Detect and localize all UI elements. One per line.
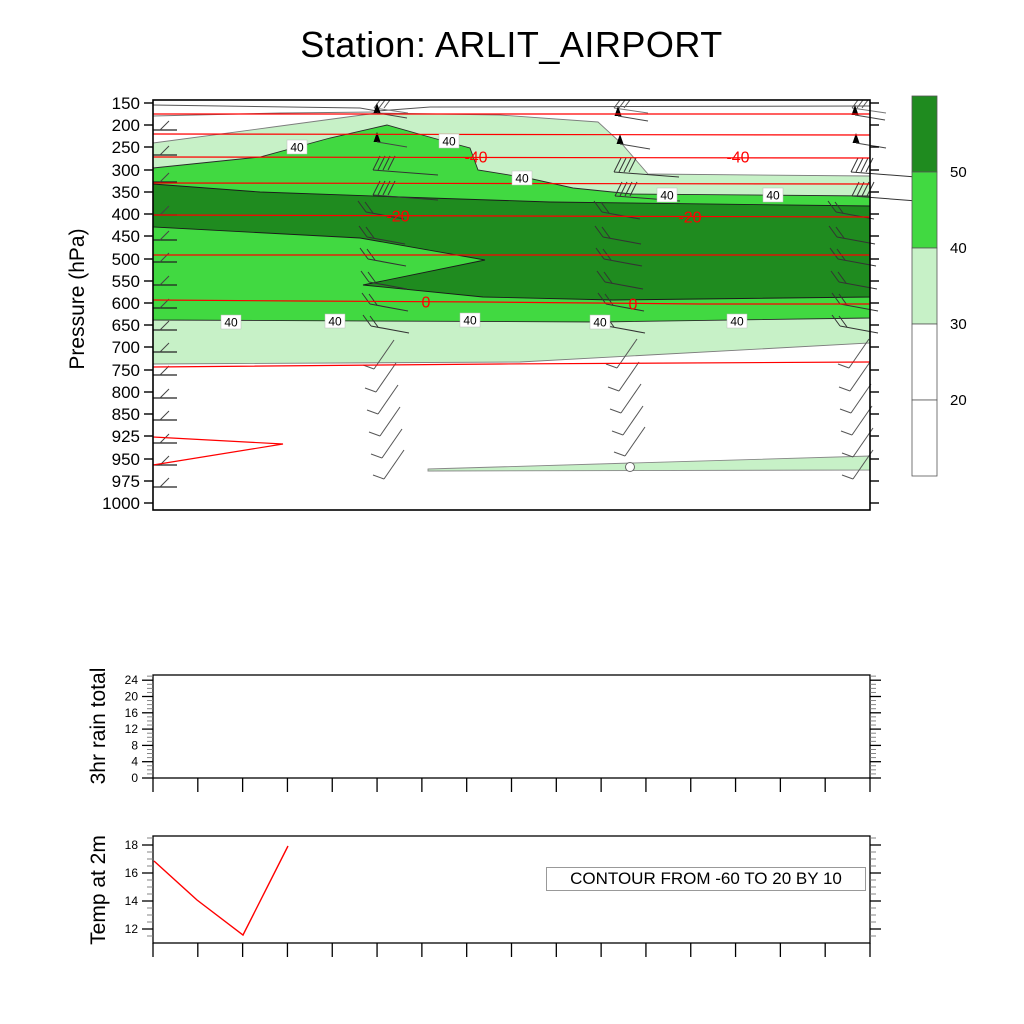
pressure-tick-label: 600 [111, 294, 140, 313]
rh-contour-label: 40 [593, 315, 607, 330]
pressure-tick-label: 750 [111, 361, 140, 380]
colorbar-label: 50 [950, 164, 967, 181]
wind-barb-edge [153, 389, 177, 398]
y-tick-label: 0 [131, 771, 138, 785]
wind-barb-low [369, 407, 400, 436]
rh-contour-fills [153, 113, 870, 471]
colorbar-label: 30 [950, 316, 967, 333]
tick [379, 100, 385, 108]
tick [378, 385, 398, 414]
tick [606, 364, 617, 368]
tick [623, 406, 643, 435]
y-tick-label: 16 [124, 705, 138, 720]
tick [371, 454, 382, 458]
contour-note: CONTOUR FROM -60 TO 20 BY 10 [546, 867, 866, 891]
wind-barb-low [610, 384, 641, 413]
wind-barb-low [841, 406, 872, 435]
rh-contour-label: 40 [442, 134, 456, 149]
pressure-tick-label: 450 [111, 227, 140, 246]
tick [160, 411, 169, 420]
y-tick-label: 20 [124, 689, 138, 704]
wind-barb-low [612, 406, 643, 435]
y-tick-label: 8 [131, 738, 138, 753]
tick [850, 362, 870, 391]
temp-panel [125, 836, 881, 957]
tick [610, 409, 621, 413]
tick [160, 121, 169, 130]
y-tick-label: 4 [131, 754, 138, 769]
pressure-tick-label: 250 [111, 138, 140, 157]
y-tick-label: 16 [124, 866, 138, 880]
colorbar-segment [912, 96, 937, 172]
pressure-tick-label: 1000 [102, 494, 140, 513]
colorbar-segment [912, 324, 937, 400]
temp-contour-label: -40 [464, 149, 488, 167]
tick [851, 384, 871, 413]
y-tick-label: 18 [124, 838, 138, 852]
colorbar-segment [912, 248, 937, 324]
temp-contour-label: -20 [386, 208, 410, 226]
tick [160, 389, 169, 398]
y-tick-label: 12 [124, 922, 138, 936]
tick [608, 387, 619, 391]
colorbar-segment [912, 400, 937, 476]
y-tick-label: 12 [124, 722, 138, 737]
tick [625, 427, 645, 456]
tick [852, 406, 872, 435]
tick [382, 429, 402, 458]
tick [612, 431, 623, 435]
tick [841, 431, 852, 435]
temp-contour-label: 0 [421, 294, 431, 312]
wind-barb-low [367, 385, 398, 414]
tick [619, 362, 639, 391]
tick [373, 475, 384, 479]
rain-axis-title: 3hr rain total [87, 667, 110, 785]
wind-barb-low [373, 450, 404, 479]
wind-barb-edge [153, 478, 177, 487]
pressure-tick-label: 300 [111, 161, 140, 180]
tick [618, 116, 648, 121]
colorbar-segment [912, 172, 937, 248]
temp-contour-label: 0 [628, 296, 638, 314]
wind-barb-edge [153, 121, 177, 130]
plot-border [153, 675, 870, 778]
tick [384, 100, 390, 108]
tick [380, 407, 400, 436]
tick [376, 363, 396, 392]
temp-axis-title: Temp at 2m [87, 835, 110, 945]
pressure-tick-label: 550 [111, 272, 140, 291]
rh-contour-label: 40 [515, 171, 529, 186]
pressure-tick-label: 400 [111, 205, 140, 224]
wind-barb-edge [153, 411, 177, 420]
y-tick-label: 24 [124, 673, 138, 688]
pressure-tick-label: 700 [111, 338, 140, 357]
tick [160, 434, 169, 443]
rain-panel [125, 673, 881, 792]
page-title: Station: ARLIT_AIRPORT [300, 24, 723, 65]
wind-barb-low [614, 427, 645, 456]
tick [839, 387, 850, 391]
pressure-tick-label: 850 [111, 405, 140, 424]
rh-fill-30-low [428, 456, 870, 471]
rh-contour-label: 40 [660, 188, 674, 203]
rh-contour-label: 40 [730, 314, 744, 329]
y-tick-label: 14 [124, 894, 138, 908]
pressure-axis-title: Pressure (hPa) [66, 228, 89, 370]
pressure-tick-label: 350 [111, 183, 140, 202]
tick [862, 100, 868, 108]
tick [840, 409, 851, 413]
wind-barb-low [371, 429, 402, 458]
pressure-tick-label: 150 [111, 94, 140, 113]
tick [369, 432, 380, 436]
colorbar [912, 96, 967, 476]
tick [365, 388, 376, 392]
tick [621, 384, 641, 413]
temp-contour-line [153, 437, 283, 465]
tick [842, 475, 853, 479]
wind-barb-low [840, 384, 871, 413]
tick [160, 478, 169, 487]
pressure-tick-label: 200 [111, 116, 140, 135]
rh-contour-label: 40 [224, 315, 238, 330]
pressure-tick-label: 650 [111, 316, 140, 335]
tick [838, 364, 849, 368]
rh-contour-label: 40 [328, 314, 342, 329]
humidity-contour-line [153, 105, 870, 111]
temp-contour-label: -20 [678, 209, 702, 227]
pressure-tick-label: 925 [111, 427, 140, 446]
tick [857, 100, 863, 108]
pressure-tick-label: 800 [111, 383, 140, 402]
wind-barb-low [842, 428, 873, 457]
temp-contour-label: -40 [726, 149, 750, 167]
tick [614, 452, 625, 456]
colorbar-label: 20 [950, 392, 967, 409]
pressure-tick-label: 950 [111, 450, 140, 469]
rh-contour-label: 40 [463, 313, 477, 328]
rh-contour-label: 40 [766, 188, 780, 203]
pressure-tick-label: 500 [111, 250, 140, 269]
temp-2m-line [154, 846, 288, 935]
tick [384, 450, 404, 479]
colorbar-label: 40 [950, 240, 967, 257]
wind-barb-calm [626, 463, 635, 472]
wind-barb-hatch [851, 158, 916, 177]
pressure-tick-label: 975 [111, 472, 140, 491]
rh-contour-label: 40 [290, 140, 304, 155]
tick [367, 410, 378, 414]
